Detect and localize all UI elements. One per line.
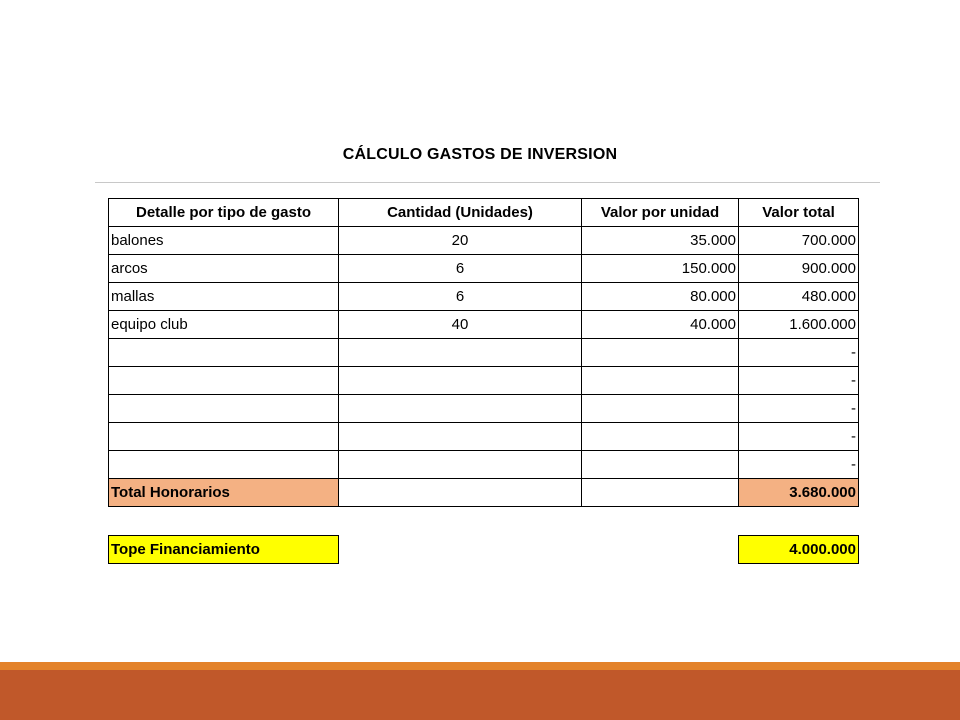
total-empty-valor-unidad xyxy=(582,479,739,507)
cell-cantidad xyxy=(339,339,582,367)
header-cantidad: Cantidad (Unidades) xyxy=(339,199,582,227)
total-empty-cantidad xyxy=(339,479,582,507)
tope-label: Tope Financiamiento xyxy=(109,536,339,564)
cell-detalle: balones xyxy=(109,227,339,255)
title-divider xyxy=(95,182,880,183)
table-row xyxy=(109,311,859,339)
cell-valor-total: - xyxy=(739,339,859,367)
header-valor-unidad: Valor por unidad xyxy=(582,199,739,227)
cell-valor-total: - xyxy=(739,395,859,423)
total-row xyxy=(109,479,859,507)
cell-valor-total: 700.000 xyxy=(739,227,859,255)
cell-valor-unidad: 35.000 xyxy=(582,227,739,255)
cell-detalle xyxy=(109,451,339,479)
table-row xyxy=(109,395,859,423)
cell-valor-total: - xyxy=(739,451,859,479)
table-row xyxy=(109,283,859,311)
table-row xyxy=(109,367,859,395)
cell-detalle: equipo club xyxy=(109,311,339,339)
cell-valor-unidad xyxy=(582,339,739,367)
page-title: CÁLCULO GASTOS DE INVERSION xyxy=(342,146,618,163)
table-row xyxy=(109,227,859,255)
cell-valor-total: 1.600.000 xyxy=(739,311,859,339)
cell-valor-unidad: 40.000 xyxy=(582,311,739,339)
cell-valor-unidad xyxy=(582,423,739,451)
cell-detalle: arcos xyxy=(109,255,339,283)
cell-valor-unidad xyxy=(582,367,739,395)
cell-cantidad: 6 xyxy=(339,283,582,311)
table-row xyxy=(109,423,859,451)
cell-cantidad xyxy=(339,395,582,423)
table-header-row xyxy=(109,199,859,227)
cell-cantidad: 40 xyxy=(339,311,582,339)
cell-valor-unidad xyxy=(582,451,739,479)
cell-detalle xyxy=(109,395,339,423)
cell-cantidad xyxy=(339,367,582,395)
footer-bar xyxy=(0,670,960,720)
header-detalle: Detalle por tipo de gasto xyxy=(109,199,339,227)
cell-valor-unidad: 80.000 xyxy=(582,283,739,311)
tope-spacer xyxy=(339,536,739,564)
investment-table xyxy=(108,198,859,507)
cell-valor-unidad: 150.000 xyxy=(582,255,739,283)
header-valor-total: Valor total xyxy=(739,199,859,227)
total-value: 3.680.000 xyxy=(739,479,859,507)
cell-valor-total: - xyxy=(739,423,859,451)
cell-cantidad: 20 xyxy=(339,227,582,255)
cell-detalle xyxy=(109,367,339,395)
tope-row xyxy=(109,536,859,564)
tope-value: 4.000.000 xyxy=(739,536,859,564)
cell-cantidad xyxy=(339,451,582,479)
cell-cantidad xyxy=(339,423,582,451)
cell-valor-unidad xyxy=(582,395,739,423)
cell-detalle: mallas xyxy=(109,283,339,311)
cell-detalle xyxy=(109,339,339,367)
table-row xyxy=(109,451,859,479)
total-label: Total Honorarios xyxy=(109,479,339,507)
cell-cantidad: 6 xyxy=(339,255,582,283)
cell-valor-total: - xyxy=(739,367,859,395)
cell-valor-total: 480.000 xyxy=(739,283,859,311)
cell-valor-total: 900.000 xyxy=(739,255,859,283)
footer-stripe xyxy=(0,662,960,670)
tope-financiamiento-table xyxy=(108,535,859,564)
table-row xyxy=(109,255,859,283)
cell-detalle xyxy=(109,423,339,451)
table-row xyxy=(109,339,859,367)
